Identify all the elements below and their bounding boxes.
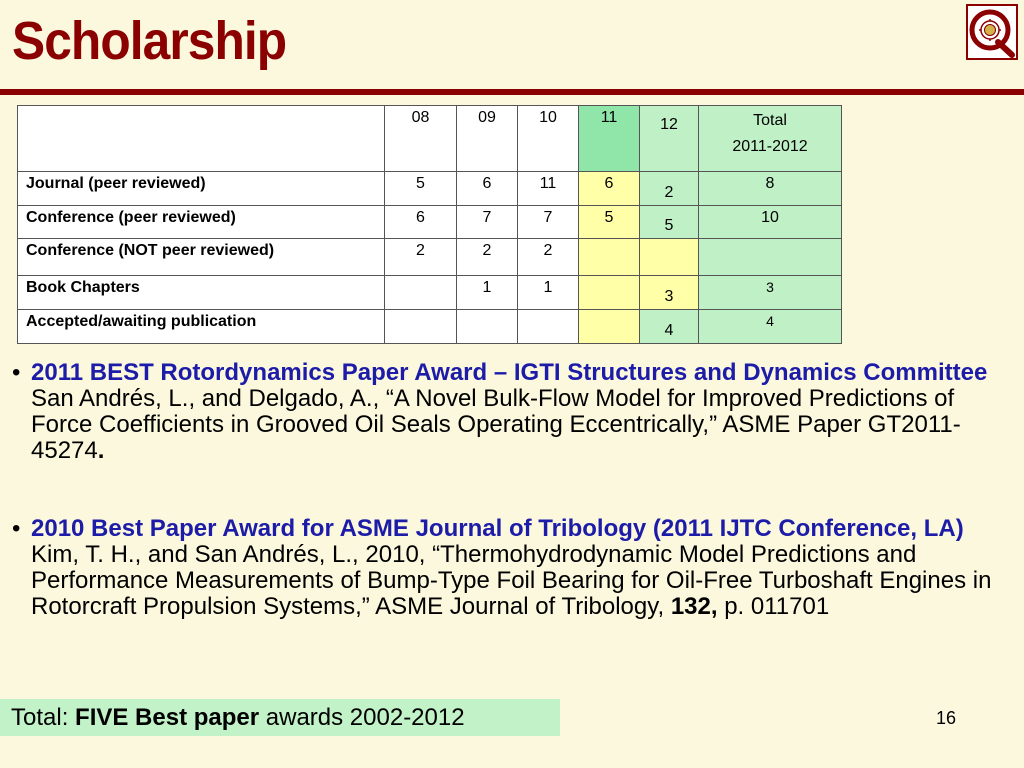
row-label: Conference (peer reviewed) xyxy=(18,206,385,239)
awards-summary-box xyxy=(0,699,560,736)
row-label: Accepted/awaiting publication xyxy=(18,310,385,344)
cell-11 xyxy=(579,310,640,344)
citation-pages: p. 011701 xyxy=(717,593,830,620)
cell-total: 3 xyxy=(699,276,842,310)
cell-10: 7 xyxy=(518,206,579,239)
row-label: Journal (peer reviewed) xyxy=(18,172,385,206)
header-12: 12 xyxy=(640,106,699,172)
citation-period: . xyxy=(97,437,105,464)
cell-total: 10 xyxy=(699,206,842,239)
cell-total: 8 xyxy=(699,172,842,206)
award-citation: Kim, T. H., and San Andrés, L., 2010, “Thermohydrodynamic Model Predictions and Performance Measurements of Bump-Type Foil Bearing for Oil-Free Turboshaft Engines in Rotorcraft Propulsion Systems,” ASME Journal of Tribology, xyxy=(31,541,992,620)
cell-12: 5 xyxy=(640,206,699,239)
header-09: 09 xyxy=(457,106,518,172)
award-bullet-2011 xyxy=(12,360,1017,464)
publications-table xyxy=(17,105,842,344)
table-row xyxy=(18,276,842,310)
cell-08: 6 xyxy=(385,206,457,239)
header-11: 11 xyxy=(579,106,640,172)
cell-total xyxy=(699,239,842,276)
cell-09: 6 xyxy=(457,172,518,206)
cell-09: 1 xyxy=(457,276,518,310)
cell-08 xyxy=(385,276,457,310)
header-total xyxy=(699,106,842,172)
award-heading: 2011 BEST Rotordynamics Paper Award – IGTI Structures and Dynamics Committee xyxy=(31,359,988,386)
tribology-lab-logo-icon xyxy=(966,4,1018,60)
cell-11: 5 xyxy=(579,206,640,239)
cell-11: 6 xyxy=(579,172,640,206)
cell-10: 2 xyxy=(518,239,579,276)
award-heading: 2010 Best Paper Award for ASME Journal of Tribology (2011 IJTC Conference, LA) xyxy=(31,515,964,542)
award-bullet-2010 xyxy=(12,516,1017,620)
header-blank-cell xyxy=(18,106,385,172)
cell-11 xyxy=(579,239,640,276)
table-row xyxy=(18,172,842,206)
cell-12: 2 xyxy=(640,172,699,206)
cell-12 xyxy=(640,239,699,276)
cell-08: 5 xyxy=(385,172,457,206)
award-citation: San Andrés, L., and Delgado, A., “A Novel Bulk-Flow Model for Improved Predictions of Force Coefficients in Grooved Oil Seals Operating Eccentrically,” ASME Paper GT2011-45274 xyxy=(31,385,961,464)
cell-11 xyxy=(579,276,640,310)
row-label: Conference (NOT peer reviewed) xyxy=(18,239,385,276)
header-10: 10 xyxy=(518,106,579,172)
summary-emphasis: FIVE Best paper xyxy=(75,704,260,731)
cell-12: 3 xyxy=(640,276,699,310)
title-divider xyxy=(0,89,1024,95)
slide-title: Scholarship xyxy=(12,11,287,71)
cell-09: 2 xyxy=(457,239,518,276)
cell-09: 7 xyxy=(457,206,518,239)
page-number: 16 xyxy=(936,708,957,728)
table-row xyxy=(18,206,842,239)
cell-10 xyxy=(518,310,579,344)
row-label: Book Chapters xyxy=(18,276,385,310)
header-08: 08 xyxy=(385,106,457,172)
cell-total: 4 xyxy=(699,310,842,344)
citation-volume: 132, xyxy=(670,593,718,620)
cell-08: 2 xyxy=(385,239,457,276)
header-total-years: 2011-2012 xyxy=(732,138,808,155)
header-total-label: Total xyxy=(753,112,787,129)
cell-09 xyxy=(457,310,518,344)
bullet-marker: • xyxy=(12,359,21,386)
table-row xyxy=(18,310,842,344)
cell-10: 11 xyxy=(518,172,579,206)
cell-12: 4 xyxy=(640,310,699,344)
table-header-row xyxy=(18,106,842,172)
summary-prefix: Total: xyxy=(11,704,76,731)
bullet-marker: • xyxy=(12,515,21,542)
cell-10: 1 xyxy=(518,276,579,310)
cell-08 xyxy=(385,310,457,344)
summary-suffix: awards 2002-2012 xyxy=(259,704,465,731)
table-row xyxy=(18,239,842,276)
